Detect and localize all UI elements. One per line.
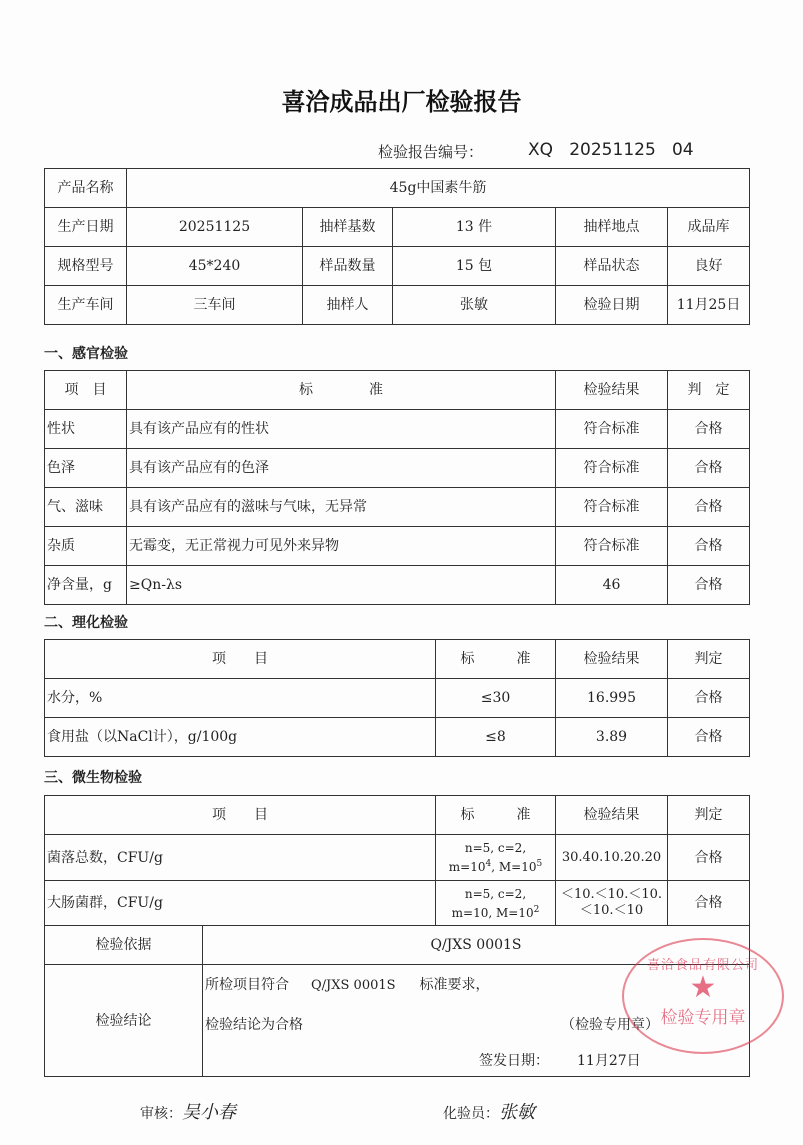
product-info-table bbox=[44, 168, 750, 325]
cell: 检验结果 bbox=[556, 640, 668, 679]
item: 大肠菌群，CFU/g bbox=[45, 881, 436, 926]
cell: 符合标准 bbox=[556, 449, 668, 488]
tester-signature bbox=[443, 1098, 535, 1124]
signature: 吴小春 bbox=[182, 1102, 236, 1123]
label: 生产车间 bbox=[45, 286, 127, 325]
std: 2 bbox=[533, 904, 540, 915]
inspect-date: 11月25日 bbox=[668, 286, 750, 325]
cell: 标 准 bbox=[436, 640, 556, 679]
table-row bbox=[45, 527, 750, 566]
table-row bbox=[45, 449, 750, 488]
section-heading: 二、理化检验 bbox=[44, 615, 128, 631]
report-number-label: 检验报告编号： bbox=[378, 143, 484, 161]
result: ＜10.＜10.＜10.＜10.＜10 bbox=[556, 881, 668, 926]
label: 样品状态 bbox=[556, 247, 668, 286]
cell: 具有该产品应有的滋味与气味，无异常 bbox=[127, 488, 556, 527]
cell: 判定 bbox=[668, 640, 750, 679]
cell: 净含量，g bbox=[45, 566, 127, 605]
text: Q/JXS 0001S bbox=[311, 978, 396, 993]
sampler: 张敏 bbox=[393, 286, 556, 325]
verdict: 合格 bbox=[668, 881, 750, 926]
sensory-table bbox=[44, 370, 750, 605]
header: 标 准 bbox=[436, 796, 556, 835]
verdict: 合格 bbox=[668, 835, 750, 881]
label: 审核： bbox=[140, 1106, 182, 1122]
cell: 合格 bbox=[668, 488, 750, 527]
product-name: 45g中国素牛筋 bbox=[127, 169, 750, 208]
table-row bbox=[45, 881, 750, 926]
signature: 张敏 bbox=[499, 1102, 535, 1123]
label: 产品名称 bbox=[45, 169, 127, 208]
std: , M=10 bbox=[491, 860, 537, 874]
issue-label: 签发日期： bbox=[479, 1053, 549, 1069]
report-title: 喜洽成品出厂检验报告 bbox=[281, 88, 522, 116]
cell: 合格 bbox=[668, 449, 750, 488]
report-number-value: XQ 20251125 04 bbox=[528, 140, 694, 160]
cell: 具有该产品应有的色泽 bbox=[127, 449, 556, 488]
sample-base: 13 件 bbox=[393, 208, 556, 247]
reviewer-signature bbox=[140, 1098, 236, 1124]
cell: 符合标准 bbox=[556, 488, 668, 527]
basis-label: 检验依据 bbox=[45, 926, 203, 965]
cell: 46 bbox=[556, 566, 668, 605]
cell: 气、滋味 bbox=[45, 488, 127, 527]
header: 项 目 bbox=[45, 796, 436, 835]
text: 检验结论为合格 bbox=[205, 1017, 303, 1033]
cell: 具有该产品应有的性状 bbox=[127, 410, 556, 449]
cell: 水分，% bbox=[45, 679, 436, 718]
std: 4 bbox=[485, 859, 492, 869]
cell: 性状 bbox=[45, 410, 127, 449]
cell: ≤30 bbox=[436, 679, 556, 718]
cell: 3.89 bbox=[556, 718, 668, 757]
cell: 合格 bbox=[668, 410, 750, 449]
workshop: 三车间 bbox=[127, 286, 303, 325]
std: n=5, c=2, bbox=[464, 841, 527, 855]
result: 30.40.10.20.20 bbox=[556, 835, 668, 881]
inspection-seal: 喜洽食品有限公司 ★ 检验专用章 bbox=[622, 938, 784, 1054]
cell: 检验结果 bbox=[556, 371, 668, 410]
cell: 16.995 bbox=[556, 679, 668, 718]
std: 5 bbox=[536, 859, 543, 869]
cell: 无霉变，无正常视力可见外来异物 bbox=[127, 527, 556, 566]
report-number bbox=[378, 140, 694, 162]
cell: 符合标准 bbox=[556, 410, 668, 449]
std: m=10 bbox=[448, 860, 486, 874]
table-row bbox=[45, 566, 750, 605]
table-row bbox=[45, 371, 750, 410]
label: 化验员： bbox=[443, 1106, 499, 1122]
cell: ≤8 bbox=[436, 718, 556, 757]
cell: 色泽 bbox=[45, 449, 127, 488]
conclusion-label: 检验结论 bbox=[45, 965, 203, 1077]
sample-place: 成品库 bbox=[668, 208, 750, 247]
cell: 合格 bbox=[668, 566, 750, 605]
cell: 合格 bbox=[668, 679, 750, 718]
issue-date: 11月27日 bbox=[577, 1053, 641, 1069]
prod-date: 20251125 bbox=[127, 208, 303, 247]
text: 所检项目符合 bbox=[205, 977, 289, 993]
spec: 45*240 bbox=[127, 247, 303, 286]
label: 抽样地点 bbox=[556, 208, 668, 247]
physchem-table bbox=[44, 639, 750, 757]
cell: 符合标准 bbox=[556, 527, 668, 566]
section-heading: 一、感官检验 bbox=[44, 346, 128, 362]
label: 抽样人 bbox=[303, 286, 393, 325]
cell: 项 目 bbox=[45, 640, 436, 679]
cell: ≥Qn-λs bbox=[127, 566, 556, 605]
table-row bbox=[45, 718, 750, 757]
header: 检验结果 bbox=[556, 796, 668, 835]
table-row bbox=[45, 835, 750, 881]
cell: 合格 bbox=[668, 527, 750, 566]
seal-note: （检验专用章） bbox=[561, 1017, 659, 1033]
cell: 标 准 bbox=[127, 371, 556, 410]
label: 检验日期 bbox=[556, 286, 668, 325]
label: 抽样基数 bbox=[303, 208, 393, 247]
table-row bbox=[45, 679, 750, 718]
header: 判定 bbox=[668, 796, 750, 835]
sample-qty: 15 包 bbox=[393, 247, 556, 286]
section-heading: 三、微生物检验 bbox=[44, 770, 142, 786]
basis-value: Q/JXS 0001S bbox=[203, 926, 750, 965]
text: 标准要求， bbox=[419, 977, 490, 993]
sample-state: 良好 bbox=[668, 247, 750, 286]
cell: 杂质 bbox=[45, 527, 127, 566]
std: m=10, M=10 bbox=[451, 905, 534, 920]
item: 菌落总数，CFU/g bbox=[45, 835, 436, 881]
cell: 食用盐（以NaCl计），g/100g bbox=[45, 718, 436, 757]
label: 样品数量 bbox=[303, 247, 393, 286]
table-row bbox=[45, 410, 750, 449]
label: 生产日期 bbox=[45, 208, 127, 247]
label: 规格型号 bbox=[45, 247, 127, 286]
star-icon: ★ bbox=[689, 970, 717, 1005]
cell: 判 定 bbox=[668, 371, 750, 410]
table-row bbox=[45, 640, 750, 679]
table-row bbox=[45, 488, 750, 527]
std: n=5, c=2, bbox=[464, 886, 527, 901]
cell: 合格 bbox=[668, 718, 750, 757]
cell: 项 目 bbox=[45, 371, 127, 410]
